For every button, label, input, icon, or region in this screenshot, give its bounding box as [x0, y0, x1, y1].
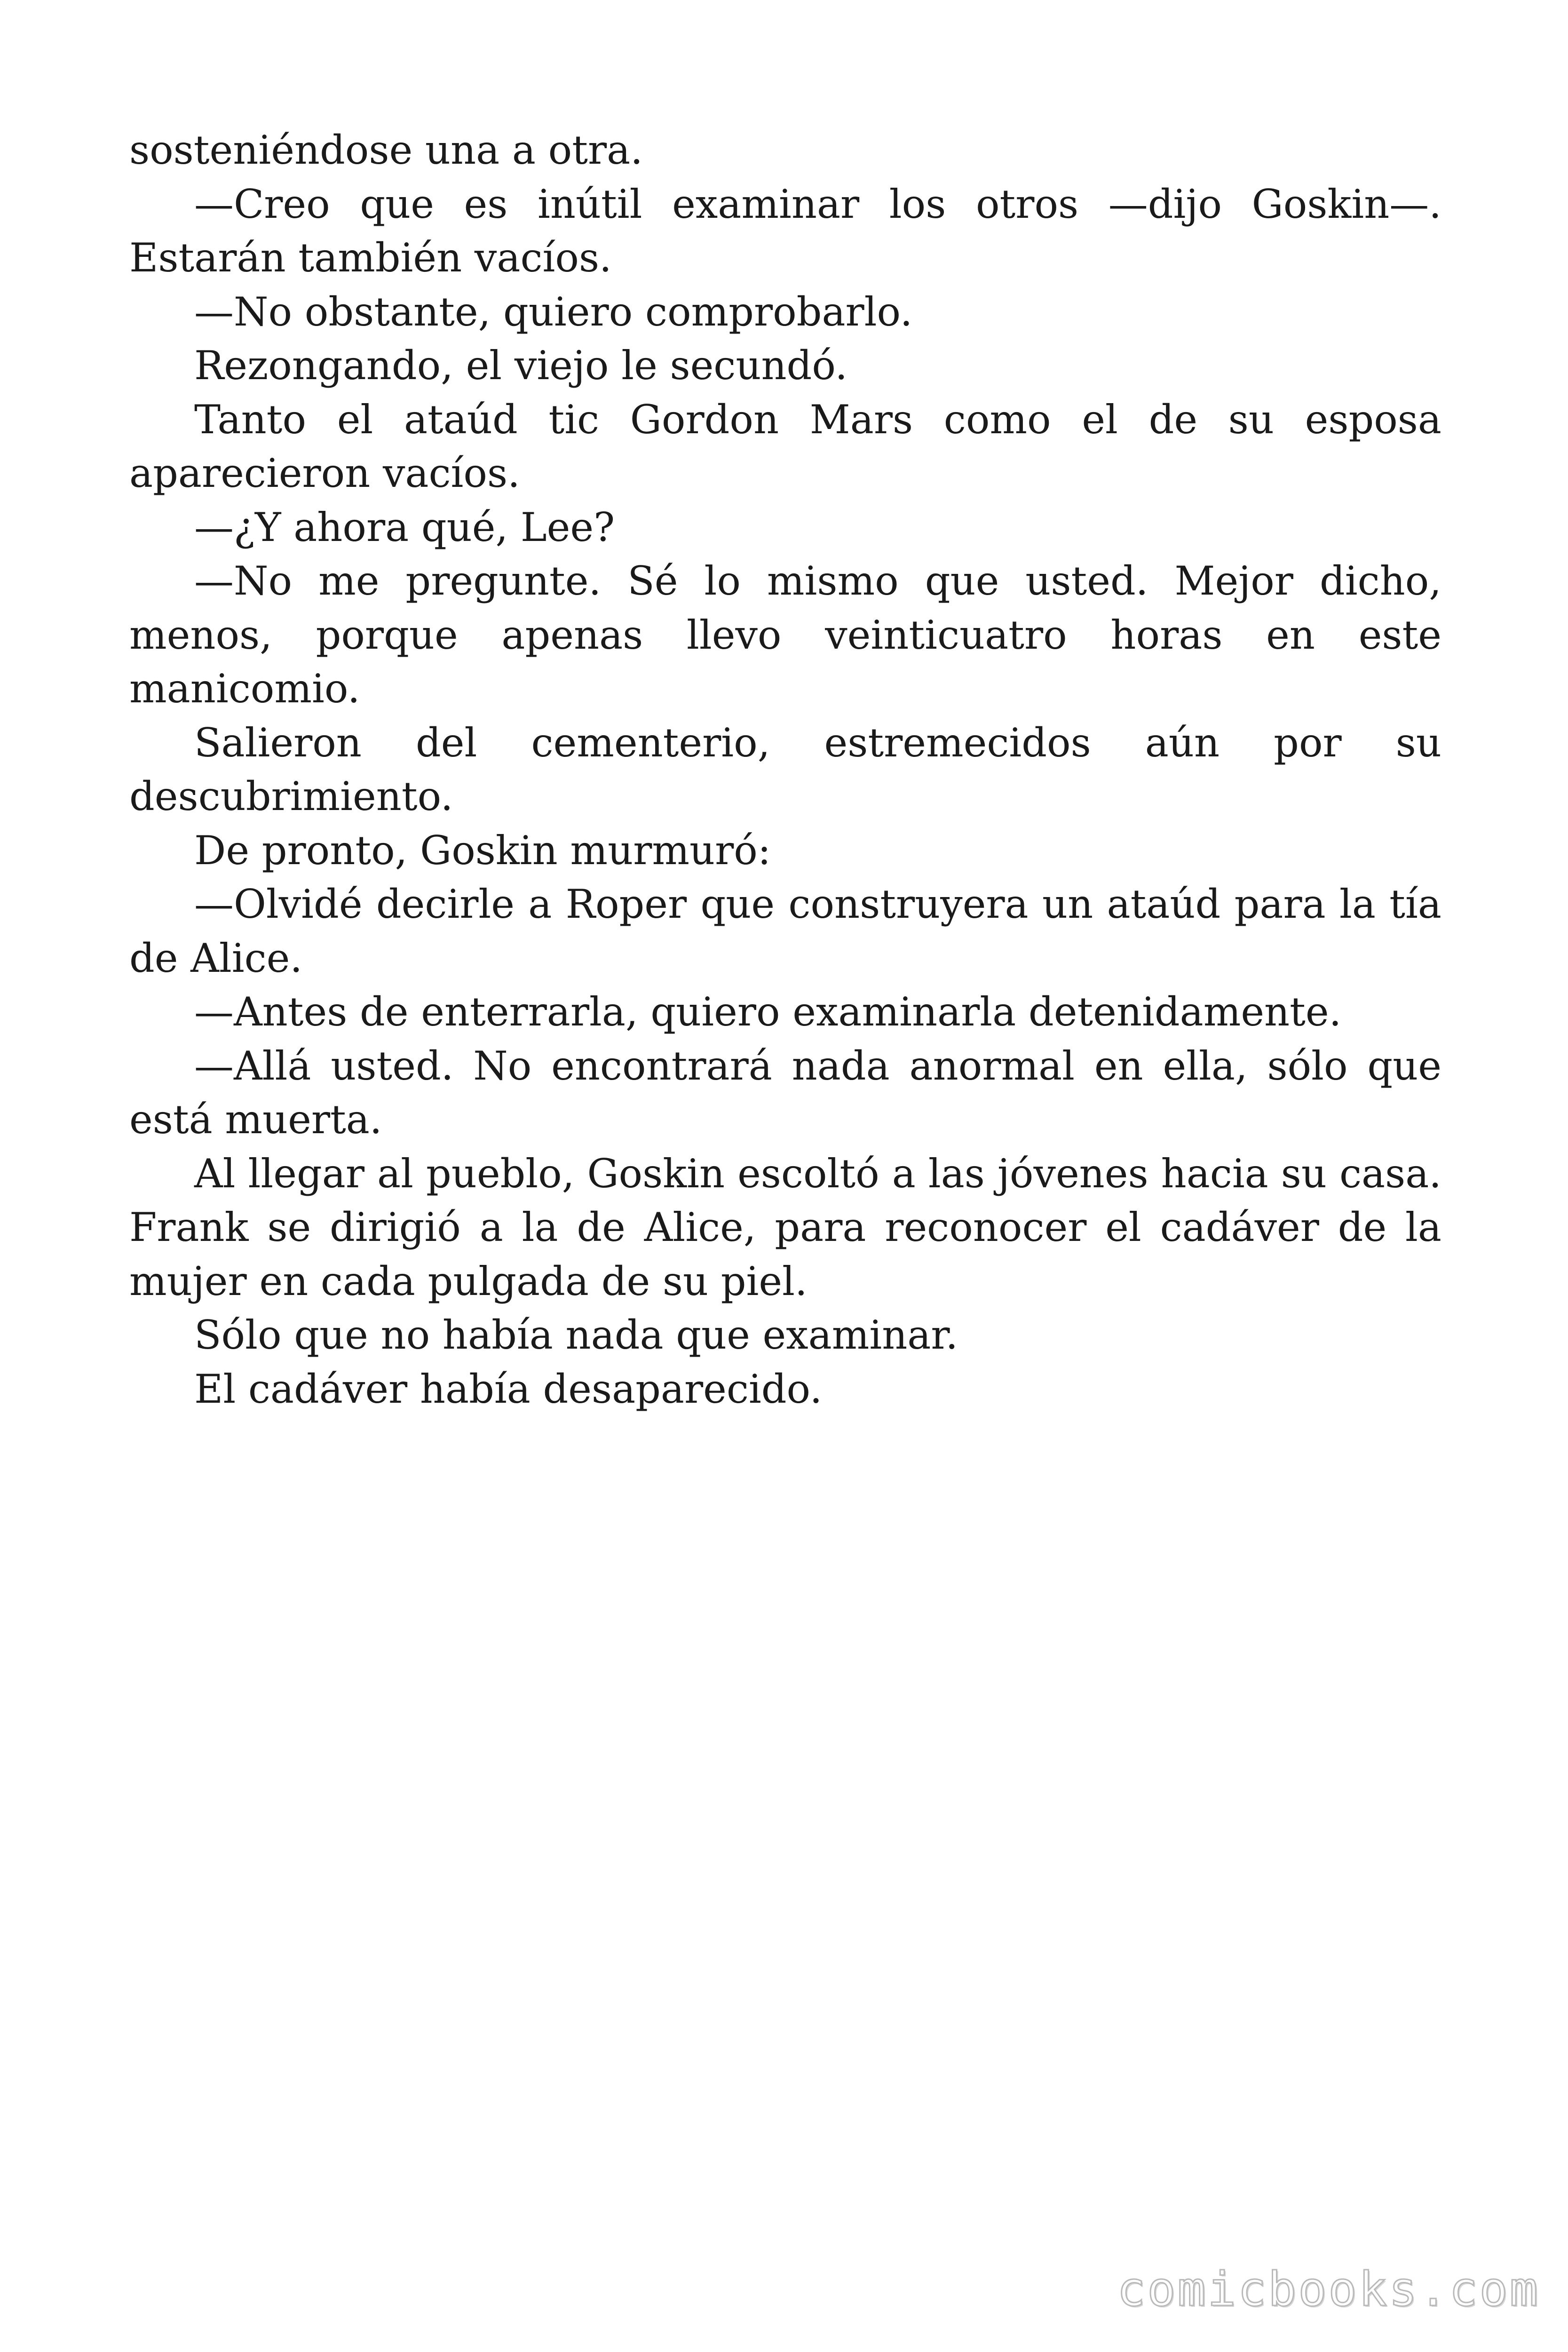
paragraph: Rezongando, el viejo le secundó. — [194, 342, 848, 389]
paragraph: El cadáver había desaparecido. — [194, 1366, 823, 1412]
paragraph: —No obstante, quiero comprobarlo. — [194, 288, 913, 335]
paragraph: Al llegar al pueblo, Goskin escoltó a las jóvenes hacia su casa. Frank se dirigió a la de Alice, para reconocer el cadáver de la mujer en cada pulgada de su piel. — [129, 1150, 1441, 1304]
paragraph: Sólo que no había nada que examinar. — [194, 1312, 958, 1358]
paragraph: —Allá usted. No encontrará nada anormal en ella, sólo que está muerta. — [129, 1042, 1441, 1143]
paragraph: —Creo que es inútil examinar los otros —dijo Goskin—. Estarán también vacíos. — [129, 181, 1441, 281]
paragraph-continuation: sosteniéndose una a otra. — [129, 127, 643, 173]
paragraph: Salieron del cementerio, estremecidos aún por su descubrimiento. — [129, 719, 1441, 819]
body-text — [129, 123, 1441, 1416]
paragraph: —Olvidé decirle a Roper que construyera un ataúd para la tía de Alice. — [129, 881, 1441, 981]
paragraph: —¿Y ahora qué, Lee? — [194, 504, 615, 550]
paragraph: De pronto, Goskin murmuró: — [194, 827, 771, 874]
watermark-logo: comicbooks.com — [1117, 2262, 1540, 2317]
paragraph: —No me pregunte. Sé lo mismo que usted. Mejor dicho, menos, porque apenas llevo veinticuatro horas en este manicomio. — [129, 558, 1441, 712]
paragraph: Tanto el ataúd tic Gordon Mars como el de su esposa aparecieron vacíos. — [129, 396, 1441, 496]
paragraph: —Antes de enterrarla, quiero examinarla detenidamente. — [194, 989, 1342, 1035]
